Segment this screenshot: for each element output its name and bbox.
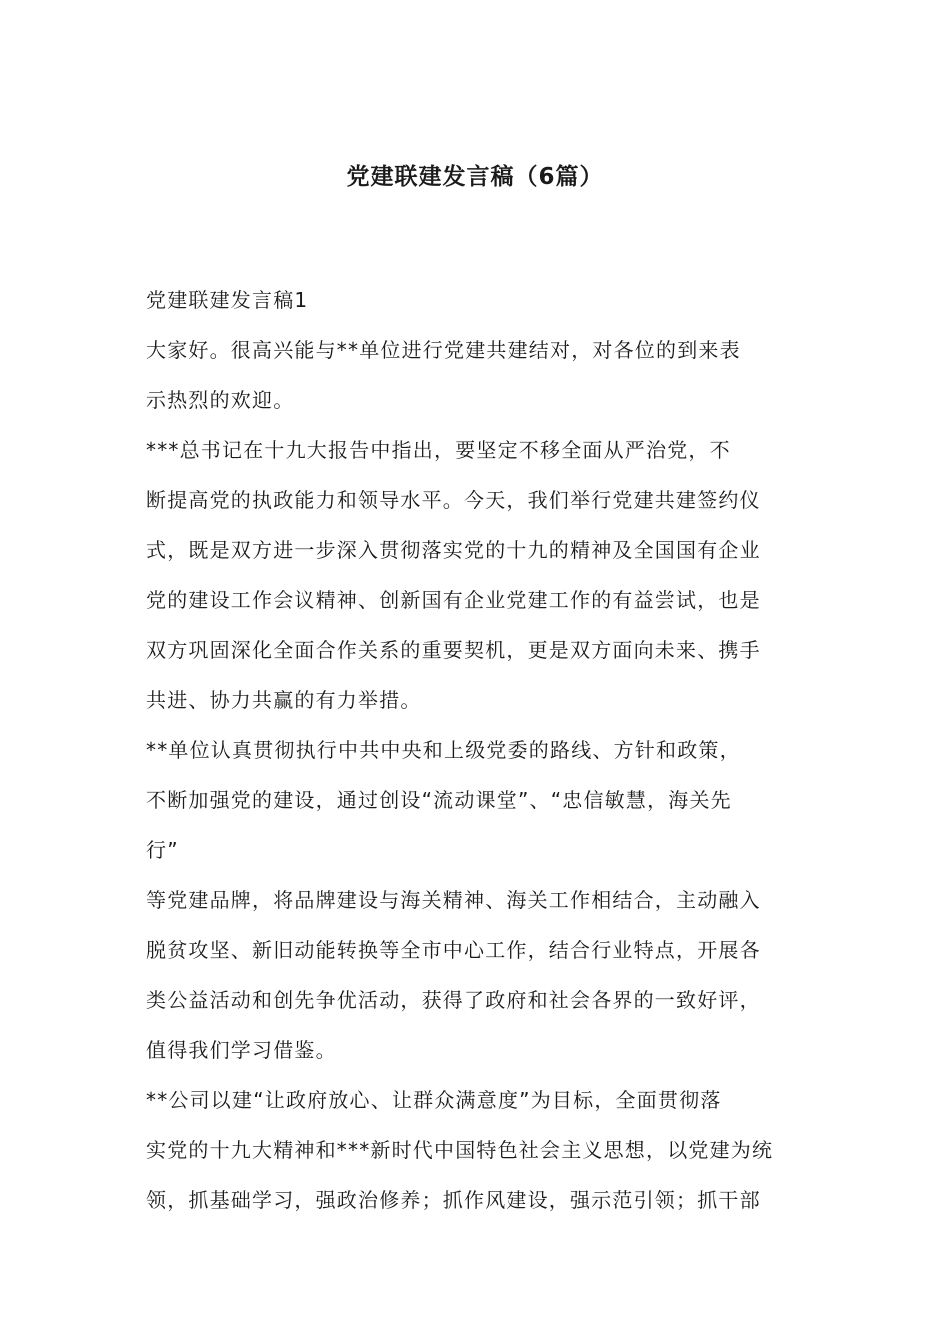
text-line: 党的建设工作会议精神、创新国有企业党建工作的有益尝试，也是 — [146, 588, 761, 612]
section-heading: 党建联建发言稿1 — [146, 288, 309, 312]
text-line: 不断加强党的建设，通过创设“流动课堂”、“忠信敏慧，海关先 — [146, 788, 732, 812]
text-line: 共进、协力共赢的有力举措。 — [146, 688, 422, 712]
document-title: 党建联建发言稿（6篇） — [346, 164, 604, 190]
text-line: **单位认真贯彻执行中共中央和上级党委的路线、方针和政策， — [146, 738, 741, 762]
text-line: 类公益活动和创先争优活动，获得了政府和社会各界的一致好评， — [146, 988, 761, 1012]
text-line: **公司以建“让政府放心、让群众满意度”为目标，全面贯彻落 — [146, 1088, 722, 1112]
text-line: ***总书记在十九大报告中指出，要坚定不移全面从严治党，不 — [146, 438, 731, 462]
text-line: 实党的十九大精神和***新时代中国特色社会主义思想，以党建为统 — [146, 1138, 774, 1162]
text-line: 领，抓基础学习，强政治修养；抓作风建设，强示范引领；抓干部 — [146, 1188, 761, 1212]
text-line: 示热烈的欢迎。 — [146, 388, 295, 412]
text-line: 式，既是双方进一步深入贯彻落实党的十九的精神及全国国有企业 — [146, 538, 761, 562]
text-line: 双方巩固深化全面合作关系的重要契机，更是双方面向未来、携手 — [146, 638, 761, 662]
text-line: 大家好。很高兴能与**单位进行党建共建结对，对各位的到来表 — [146, 338, 741, 362]
text-line: 脱贫攻坚、新旧动能转换等全市中心工作，结合行业特点，开展各 — [146, 938, 761, 962]
text-line: 断提高党的执政能力和领导水平。今天，我们举行党建共建签约仪 — [146, 488, 761, 512]
text-line: 等党建品牌，将品牌建设与海关精神、海关工作相结合，主动融入 — [146, 888, 761, 912]
text-line: 值得我们学习借鉴。 — [146, 1038, 337, 1062]
text-line: 行” — [146, 838, 179, 862]
